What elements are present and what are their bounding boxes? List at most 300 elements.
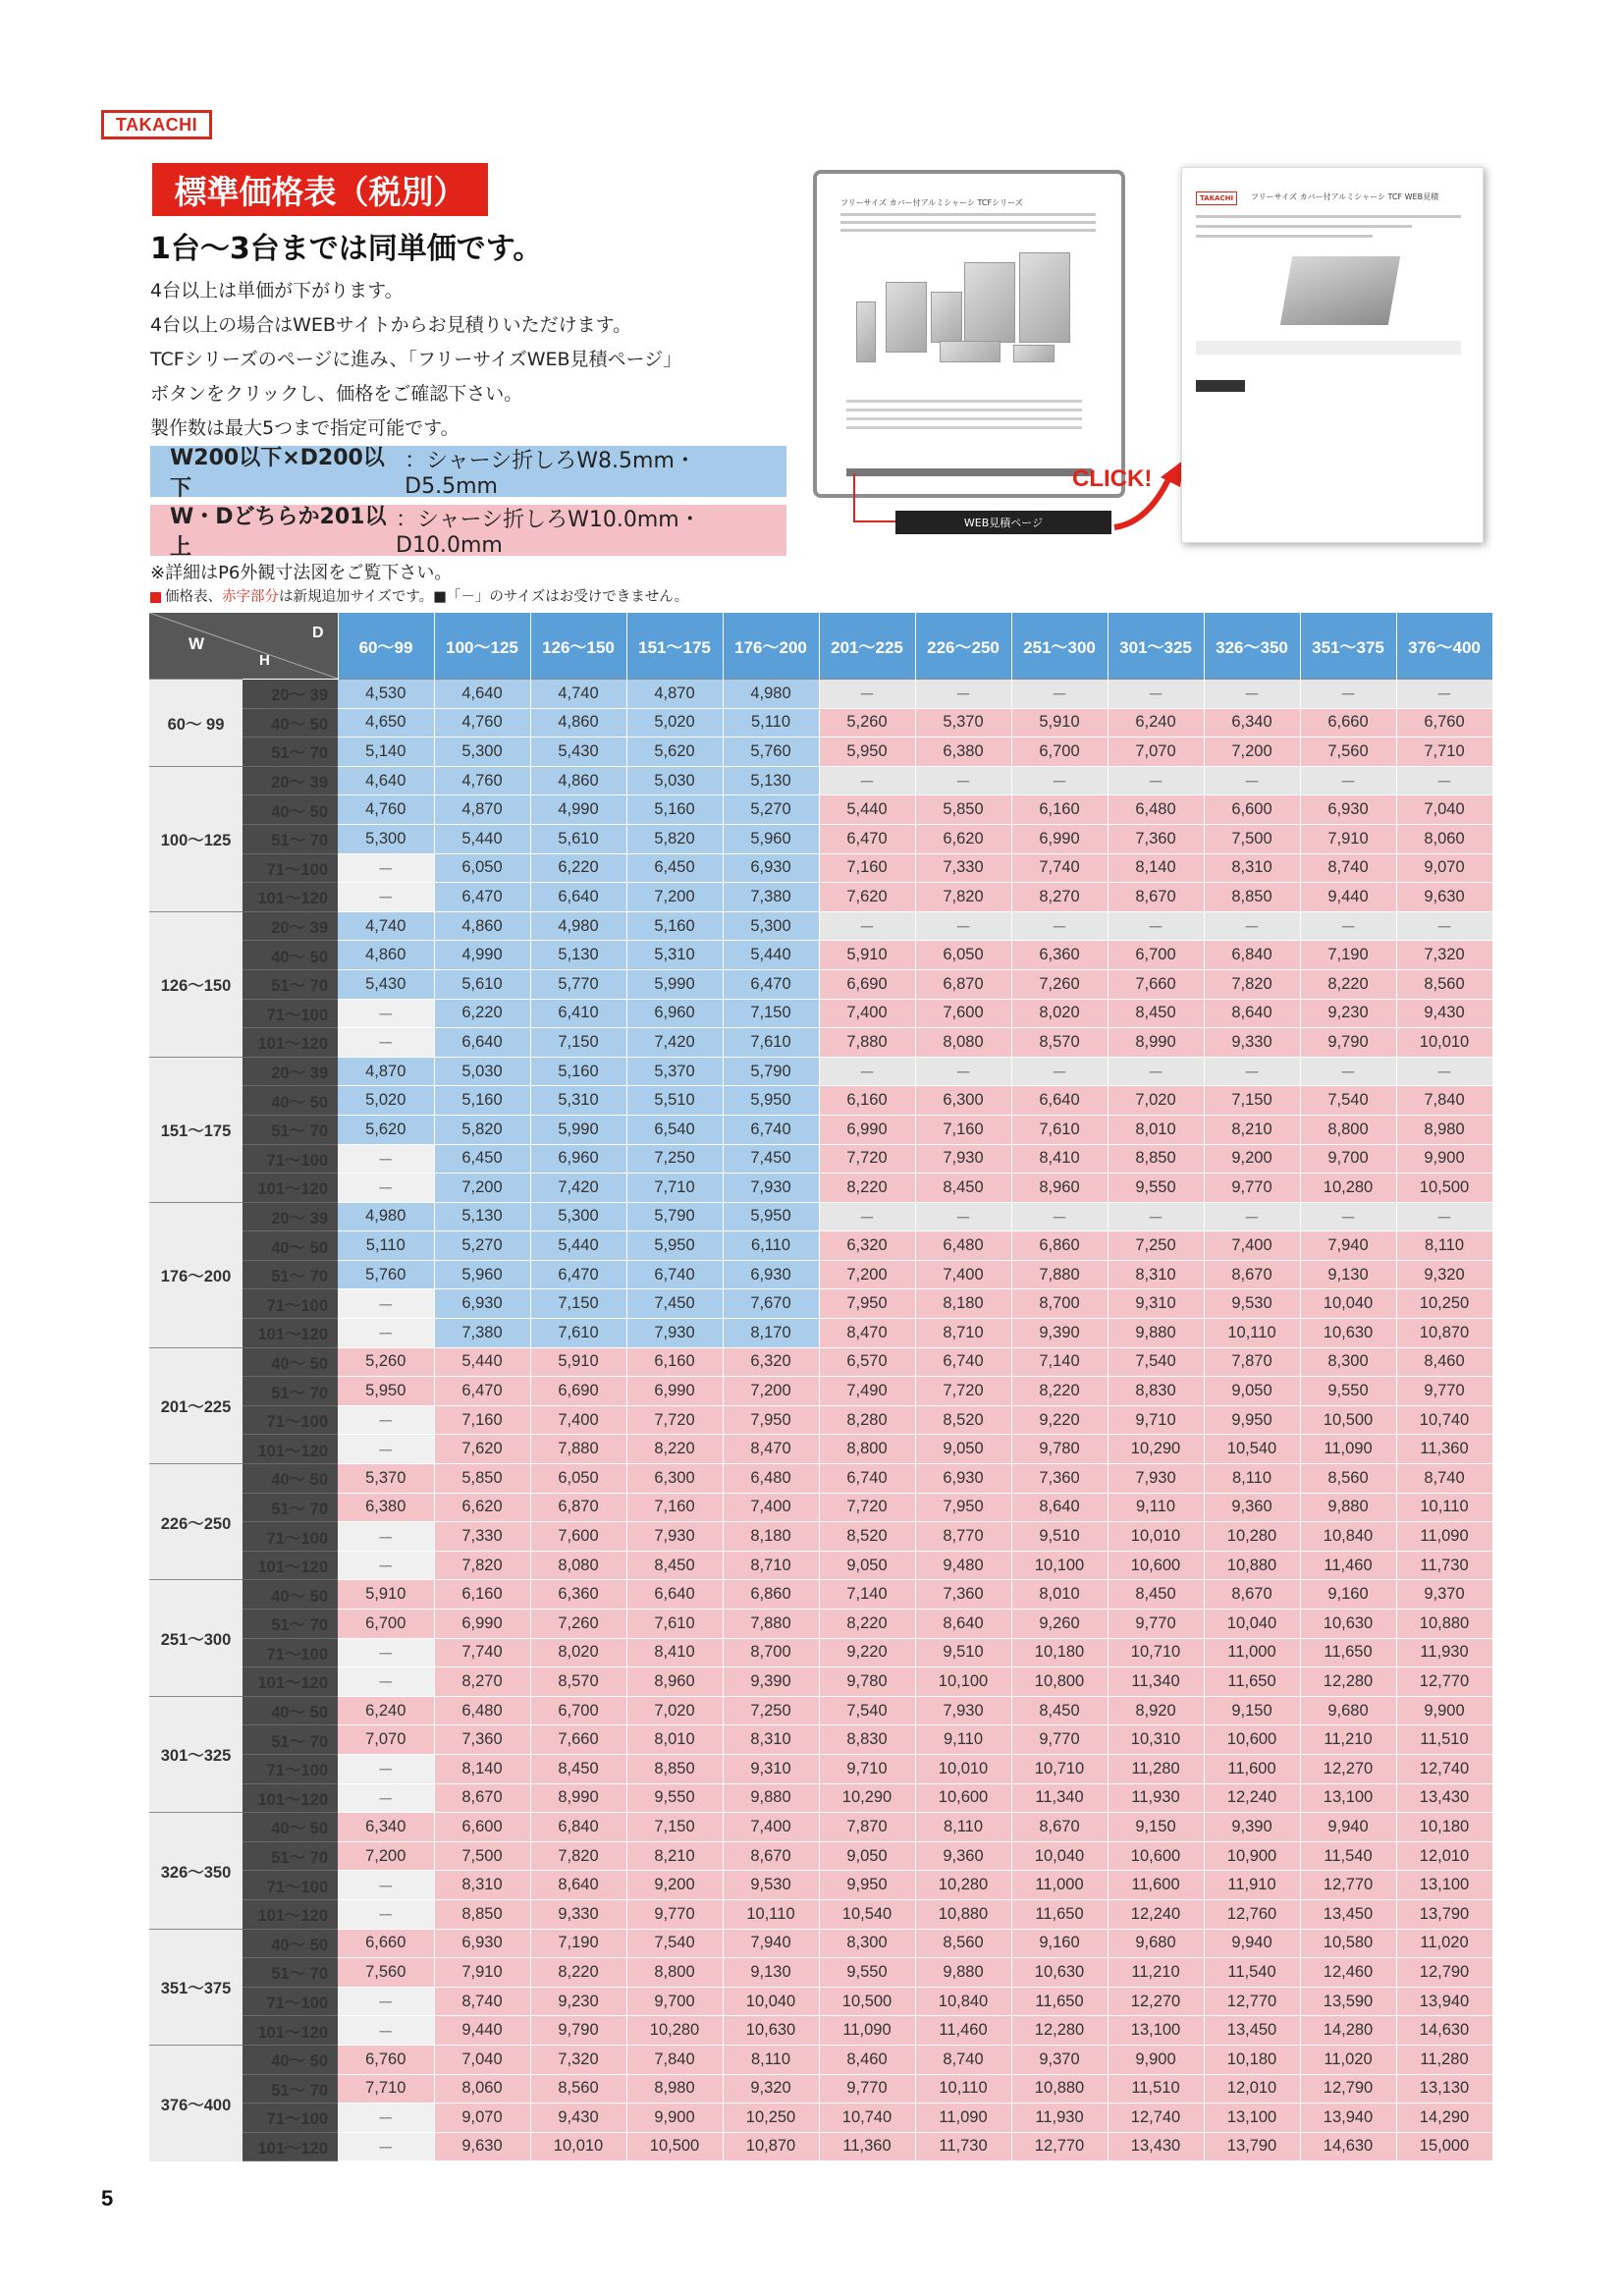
price-cell: 8,450 bbox=[626, 1551, 723, 1580]
price-cell: － bbox=[915, 1202, 1011, 1231]
table-row bbox=[149, 1987, 1492, 2016]
price-cell: 9,770 bbox=[819, 2074, 915, 2104]
table-row bbox=[149, 1696, 1492, 1725]
price-cell: 12,280 bbox=[1011, 2016, 1108, 2046]
table-row bbox=[149, 1580, 1492, 1610]
price-cell: 7,950 bbox=[723, 1405, 819, 1435]
price-cell: 6,320 bbox=[723, 1347, 819, 1377]
price-cell: 13,590 bbox=[1300, 1987, 1396, 2016]
screenshot-footer-lines bbox=[846, 400, 1082, 435]
h-range-label: 101～120 bbox=[243, 1028, 338, 1058]
price-cell: － bbox=[819, 1057, 915, 1086]
price-cell: 7,710 bbox=[1396, 738, 1492, 767]
price-cell: 6,990 bbox=[819, 1115, 915, 1144]
intro-line: 4台以上は単価が下がります。 bbox=[150, 280, 404, 301]
price-cell: 6,110 bbox=[723, 1231, 819, 1261]
price-cell: 5,770 bbox=[530, 969, 626, 999]
price-cell: 7,200 bbox=[626, 883, 723, 912]
h-axis-label: H bbox=[259, 652, 270, 669]
price-cell: 7,360 bbox=[1011, 1464, 1108, 1494]
price-cell: 5,160 bbox=[530, 1057, 626, 1086]
price-cell: 7,930 bbox=[915, 1696, 1011, 1725]
price-cell: 8,310 bbox=[1108, 1260, 1204, 1289]
price-cell: 6,050 bbox=[434, 853, 530, 883]
price-cell: 9,310 bbox=[1108, 1289, 1204, 1319]
price-cell: 11,090 bbox=[915, 2104, 1011, 2133]
price-cell: 13,790 bbox=[1204, 2132, 1300, 2161]
price-cell: － bbox=[819, 911, 915, 941]
price-cell: 7,840 bbox=[626, 2045, 723, 2074]
price-cell: 8,140 bbox=[1108, 853, 1204, 883]
price-cell: 8,570 bbox=[530, 1667, 626, 1697]
price-cell: 4,740 bbox=[338, 911, 434, 941]
price-cell: 11,650 bbox=[1300, 1638, 1396, 1667]
price-cell: 6,220 bbox=[530, 853, 626, 883]
w-range-label: 151～175 bbox=[149, 1057, 243, 1202]
price-cell: 6,640 bbox=[530, 883, 626, 912]
price-cell: 12,010 bbox=[1204, 2074, 1300, 2104]
price-cell: 9,360 bbox=[915, 1841, 1011, 1871]
price-cell: 7,610 bbox=[530, 1319, 626, 1348]
h-range-label: 101～120 bbox=[243, 2016, 338, 2046]
h-range-label: 71～100 bbox=[243, 999, 338, 1028]
price-cell: 8,710 bbox=[915, 1319, 1011, 1348]
price-cell: 9,320 bbox=[1396, 1260, 1492, 1289]
price-cell: 5,850 bbox=[915, 795, 1011, 825]
price-cell: 5,910 bbox=[819, 941, 915, 970]
price-cell: 10,500 bbox=[1300, 1405, 1396, 1435]
price-cell: 7,840 bbox=[1396, 1086, 1492, 1116]
price-cell: 8,270 bbox=[1011, 883, 1108, 912]
price-cell: 9,050 bbox=[819, 1551, 915, 1580]
price-cell: 8,670 bbox=[1204, 1580, 1300, 1610]
price-cell: － bbox=[915, 911, 1011, 941]
price-cell: 6,450 bbox=[626, 853, 723, 883]
price-cell: 9,510 bbox=[1011, 1522, 1108, 1552]
price-cell: 10,280 bbox=[1300, 1174, 1396, 1203]
price-cell: 5,910 bbox=[338, 1580, 434, 1610]
price-cell: 10,280 bbox=[626, 2016, 723, 2046]
h-range-label: 51～ 70 bbox=[243, 2074, 338, 2104]
price-cell: － bbox=[1396, 1057, 1492, 1086]
price-cell: 11,510 bbox=[1108, 2074, 1204, 2104]
price-cell: 6,480 bbox=[723, 1464, 819, 1494]
price-cell: － bbox=[819, 1202, 915, 1231]
d-header-cell: 376～400 bbox=[1396, 613, 1492, 680]
price-cell: 6,990 bbox=[626, 1377, 723, 1406]
price-cell: 10,040 bbox=[1204, 1610, 1300, 1639]
price-cell: 9,900 bbox=[1396, 1144, 1492, 1174]
price-cell: 5,260 bbox=[338, 1347, 434, 1377]
price-cell: 5,160 bbox=[434, 1086, 530, 1116]
d-header-cell: 60～99 bbox=[338, 613, 434, 680]
price-cell: 6,480 bbox=[915, 1231, 1011, 1261]
table-corner-header bbox=[149, 613, 338, 680]
price-cell: － bbox=[338, 1405, 434, 1435]
price-cell: 8,980 bbox=[1396, 1115, 1492, 1144]
d-header-cell: 226～250 bbox=[915, 613, 1011, 680]
price-cell: 6,620 bbox=[434, 1493, 530, 1522]
price-cell: 4,990 bbox=[530, 795, 626, 825]
price-cell: 10,880 bbox=[1011, 2074, 1108, 2104]
price-cell: 6,660 bbox=[338, 1929, 434, 1958]
price-cell: 10,040 bbox=[723, 1987, 819, 2016]
price-cell: 8,850 bbox=[434, 1899, 530, 1929]
price-cell: 13,940 bbox=[1300, 2104, 1396, 2133]
intro-line: 4台以上の場合はWEBサイトからお見積りいただけます。 bbox=[150, 314, 632, 336]
table-row bbox=[149, 1115, 1492, 1144]
price-cell: 5,300 bbox=[530, 1202, 626, 1231]
price-cell: 10,540 bbox=[1204, 1435, 1300, 1464]
price-cell: － bbox=[1300, 1202, 1396, 1231]
table-row bbox=[149, 1260, 1492, 1289]
price-cell: 8,670 bbox=[434, 1783, 530, 1813]
price-cell: 7,400 bbox=[723, 1493, 819, 1522]
price-cell: 9,700 bbox=[1300, 1144, 1396, 1174]
price-cell: 7,540 bbox=[626, 1929, 723, 1958]
price-cell: 6,160 bbox=[819, 1086, 915, 1116]
price-cell: － bbox=[1108, 766, 1204, 795]
click-label: CLICK! bbox=[1072, 465, 1153, 492]
price-cell: 7,880 bbox=[1011, 1260, 1108, 1289]
price-cell: 8,560 bbox=[530, 2074, 626, 2104]
price-cell: 5,620 bbox=[338, 1115, 434, 1144]
price-cell: 5,610 bbox=[530, 824, 626, 853]
price-cell: － bbox=[338, 1144, 434, 1174]
price-cell: － bbox=[338, 1289, 434, 1319]
d-header-cell: 351～375 bbox=[1300, 613, 1396, 680]
price-cell: 6,240 bbox=[1108, 708, 1204, 738]
price-cell: 5,440 bbox=[434, 1347, 530, 1377]
price-cell: 4,640 bbox=[338, 766, 434, 795]
legend-text-b: は新規追加サイズです。■「－」のサイズはお受けできません。 bbox=[279, 589, 689, 605]
price-cell: 8,700 bbox=[723, 1638, 819, 1667]
price-cell: 6,740 bbox=[915, 1347, 1011, 1377]
price-cell: 6,840 bbox=[530, 1813, 626, 1842]
price-cell: 11,910 bbox=[1204, 1871, 1300, 1900]
table-row bbox=[149, 1174, 1492, 1203]
takachi-logo: TAKACHI bbox=[101, 110, 212, 139]
price-cell: 4,860 bbox=[530, 708, 626, 738]
h-range-label: 51～ 70 bbox=[243, 1610, 338, 1639]
price-cell: 7,150 bbox=[1204, 1086, 1300, 1116]
price-cell: 4,740 bbox=[530, 680, 626, 709]
table-row bbox=[149, 824, 1492, 853]
enclosure-product-images bbox=[846, 243, 1082, 370]
price-cell: 8,010 bbox=[1108, 1115, 1204, 1144]
price-cell: 8,520 bbox=[915, 1405, 1011, 1435]
price-cell: 7,490 bbox=[819, 1377, 915, 1406]
price-cell: 9,710 bbox=[819, 1754, 915, 1783]
price-cell: 5,950 bbox=[723, 1202, 819, 1231]
price-cell: 5,950 bbox=[338, 1377, 434, 1406]
price-cell: 7,140 bbox=[819, 1580, 915, 1610]
price-cell: － bbox=[1396, 1202, 1492, 1231]
price-cell: 11,090 bbox=[1396, 1522, 1492, 1552]
price-cell: 7,250 bbox=[626, 1144, 723, 1174]
price-cell: 8,700 bbox=[1011, 1289, 1108, 1319]
price-cell: 7,940 bbox=[1300, 1231, 1396, 1261]
price-cell: 10,740 bbox=[1396, 1405, 1492, 1435]
table-row bbox=[149, 1464, 1492, 1494]
price-cell: 9,770 bbox=[1011, 1725, 1108, 1755]
price-cell: 7,610 bbox=[626, 1610, 723, 1639]
price-cell: 12,740 bbox=[1108, 2104, 1204, 2133]
price-cell: 6,600 bbox=[434, 1813, 530, 1842]
h-range-label: 51～ 70 bbox=[243, 1493, 338, 1522]
price-cell: 8,560 bbox=[1300, 1464, 1396, 1494]
h-range-label: 101～120 bbox=[243, 1319, 338, 1348]
table-row bbox=[149, 1231, 1492, 1261]
price-cell: 7,620 bbox=[819, 883, 915, 912]
price-cell: 7,260 bbox=[530, 1610, 626, 1639]
price-cell: － bbox=[1204, 766, 1300, 795]
table-row bbox=[149, 1754, 1492, 1783]
price-cell: 11,930 bbox=[1108, 1783, 1204, 1813]
price-cell: 8,830 bbox=[1108, 1377, 1204, 1406]
price-cell: 6,300 bbox=[626, 1464, 723, 1494]
price-cell: 9,050 bbox=[1204, 1377, 1300, 1406]
price-cell: 9,330 bbox=[530, 1899, 626, 1929]
price-cell: 8,080 bbox=[530, 1551, 626, 1580]
h-range-label: 40～ 50 bbox=[243, 1231, 338, 1261]
band-bold: W200以下×D200以下 bbox=[170, 446, 385, 501]
table-row bbox=[149, 883, 1492, 912]
h-range-label: 40～ 50 bbox=[243, 708, 338, 738]
price-cell: 5,020 bbox=[338, 1086, 434, 1116]
price-cell: 11,510 bbox=[1396, 1725, 1492, 1755]
price-cell: － bbox=[338, 2104, 434, 2133]
table-row bbox=[149, 999, 1492, 1028]
price-cell: 6,050 bbox=[915, 941, 1011, 970]
price-cell: 8,740 bbox=[915, 2045, 1011, 2074]
h-range-label: 101～120 bbox=[243, 1435, 338, 1464]
price-cell: 8,800 bbox=[626, 1958, 723, 1988]
price-cell: 10,280 bbox=[915, 1871, 1011, 1900]
price-cell: 11,210 bbox=[1108, 1958, 1204, 1988]
price-cell: 10,840 bbox=[1300, 1522, 1396, 1552]
h-range-label: 71～100 bbox=[243, 1289, 338, 1319]
price-cell: 7,660 bbox=[530, 1725, 626, 1755]
price-cell: 13,100 bbox=[1396, 1871, 1492, 1900]
price-cell: － bbox=[1300, 680, 1396, 709]
d-header-cell: 126～150 bbox=[530, 613, 626, 680]
price-cell: 8,010 bbox=[1011, 1580, 1108, 1610]
price-cell: 7,540 bbox=[819, 1696, 915, 1725]
price-cell: 7,740 bbox=[434, 1638, 530, 1667]
price-cell: 4,870 bbox=[338, 1057, 434, 1086]
price-cell: 7,610 bbox=[1011, 1115, 1108, 1144]
price-cell: 9,430 bbox=[530, 2104, 626, 2133]
tcf-series-page-screenshot bbox=[813, 170, 1125, 498]
price-cell: 10,290 bbox=[1108, 1435, 1204, 1464]
price-cell: 9,330 bbox=[1204, 1028, 1300, 1058]
price-cell: 8,450 bbox=[530, 1754, 626, 1783]
h-range-label: 51～ 70 bbox=[243, 738, 338, 767]
price-cell: 13,450 bbox=[1204, 2016, 1300, 2046]
price-cell: 7,200 bbox=[819, 1260, 915, 1289]
price-cell: 7,930 bbox=[915, 1144, 1011, 1174]
price-cell: 9,390 bbox=[1011, 1319, 1108, 1348]
price-cell: 7,380 bbox=[434, 1319, 530, 1348]
table-row bbox=[149, 1377, 1492, 1406]
screenshot-title: フリーサイズ カバー付アルミシャーシ TCF WEB見積 bbox=[1251, 192, 1439, 201]
price-cell: 10,500 bbox=[819, 1987, 915, 2016]
price-cell: 5,510 bbox=[626, 1086, 723, 1116]
price-cell: 8,020 bbox=[1011, 999, 1108, 1028]
price-cell: 5,300 bbox=[338, 824, 434, 853]
price-cell: 10,500 bbox=[626, 2132, 723, 2161]
price-cell: 5,430 bbox=[530, 738, 626, 767]
price-cell: 7,820 bbox=[434, 1551, 530, 1580]
w-range-label: 100～125 bbox=[149, 766, 243, 911]
price-cell: 6,160 bbox=[1011, 795, 1108, 825]
price-cell: 9,370 bbox=[1396, 1580, 1492, 1610]
table-row bbox=[149, 1522, 1492, 1552]
screenshot-title: フリーサイズ カバー付アルミシャーシ TCFシリーズ bbox=[840, 198, 1023, 207]
h-range-label: 71～100 bbox=[243, 1405, 338, 1435]
diagonal-divider bbox=[149, 613, 338, 679]
price-cell: 11,340 bbox=[1108, 1667, 1204, 1697]
d-header-cell: 176～200 bbox=[723, 613, 819, 680]
price-cell: 8,080 bbox=[915, 1028, 1011, 1058]
price-cell: 7,720 bbox=[819, 1493, 915, 1522]
price-cell: 10,180 bbox=[1204, 2045, 1300, 2074]
price-cell: 11,600 bbox=[1204, 1754, 1300, 1783]
price-cell: 10,870 bbox=[723, 2132, 819, 2161]
price-cell: 6,930 bbox=[434, 1929, 530, 1958]
price-cell: 6,860 bbox=[723, 1580, 819, 1610]
price-cell: 6,640 bbox=[1011, 1086, 1108, 1116]
price-cell: 10,290 bbox=[819, 1783, 915, 1813]
price-cell: 11,930 bbox=[1396, 1638, 1492, 1667]
price-cell: 12,460 bbox=[1300, 1958, 1396, 1988]
price-cell: 7,200 bbox=[338, 1841, 434, 1871]
price-cell: 7,160 bbox=[819, 853, 915, 883]
price-cell: 8,960 bbox=[1011, 1174, 1108, 1203]
price-cell: 8,640 bbox=[1204, 999, 1300, 1028]
price-cell: 6,840 bbox=[1204, 941, 1300, 970]
price-cell: 9,880 bbox=[1300, 1493, 1396, 1522]
screenshot-text-lines bbox=[840, 213, 1096, 237]
price-cell: 7,670 bbox=[723, 1289, 819, 1319]
price-cell: － bbox=[338, 1871, 434, 1900]
price-cell: 7,910 bbox=[1300, 824, 1396, 853]
price-cell: 6,870 bbox=[530, 1493, 626, 1522]
price-cell: 9,440 bbox=[1300, 883, 1396, 912]
price-cell: 9,900 bbox=[626, 2104, 723, 2133]
price-cell: 13,940 bbox=[1396, 1987, 1492, 2016]
price-cell: 5,440 bbox=[434, 824, 530, 853]
h-range-label: 71～100 bbox=[243, 853, 338, 883]
h-range-label: 71～100 bbox=[243, 1871, 338, 1900]
table-row bbox=[149, 1638, 1492, 1667]
d-header-cell: 100～125 bbox=[434, 613, 530, 680]
h-range-label: 20～ 39 bbox=[243, 1057, 338, 1086]
web-estimate-button[interactable]: WEB見積ページ bbox=[895, 511, 1111, 534]
price-cell: 5,110 bbox=[723, 708, 819, 738]
price-cell: 5,760 bbox=[723, 738, 819, 767]
price-cell: 15,000 bbox=[1396, 2132, 1492, 2161]
price-cell: 7,160 bbox=[626, 1493, 723, 1522]
price-cell: 10,100 bbox=[1011, 1551, 1108, 1580]
price-cell: 8,450 bbox=[1011, 1696, 1108, 1725]
price-cell: 6,470 bbox=[819, 824, 915, 853]
price-cell: 12,270 bbox=[1108, 1987, 1204, 2016]
price-cell: 6,360 bbox=[1011, 941, 1108, 970]
price-cell: 5,790 bbox=[626, 1202, 723, 1231]
price-cell: 12,240 bbox=[1204, 1783, 1300, 1813]
table-row bbox=[149, 1057, 1492, 1086]
table-row bbox=[149, 680, 1492, 709]
price-cell: 8,310 bbox=[434, 1871, 530, 1900]
price-cell: 9,550 bbox=[1300, 1377, 1396, 1406]
price-cell: 10,010 bbox=[530, 2132, 626, 2161]
price-cell: 7,940 bbox=[723, 1929, 819, 1958]
price-cell: 10,740 bbox=[819, 2104, 915, 2133]
price-cell: － bbox=[338, 1754, 434, 1783]
h-range-label: 20～ 39 bbox=[243, 1202, 338, 1231]
table-row bbox=[149, 853, 1492, 883]
price-cell: 7,160 bbox=[434, 1405, 530, 1435]
price-cell: 7,190 bbox=[1300, 941, 1396, 970]
price-cell: 7,450 bbox=[723, 1144, 819, 1174]
price-cell: 7,880 bbox=[530, 1435, 626, 1464]
price-cell: 8,740 bbox=[434, 1987, 530, 2016]
price-cell: 7,880 bbox=[819, 1028, 915, 1058]
price-cell: 10,880 bbox=[1204, 1551, 1300, 1580]
price-cell: 8,850 bbox=[626, 1754, 723, 1783]
h-range-label: 20～ 39 bbox=[243, 911, 338, 941]
price-cell: 13,430 bbox=[1396, 1783, 1492, 1813]
price-cell: 7,140 bbox=[1011, 1347, 1108, 1377]
price-cell: 7,420 bbox=[530, 1174, 626, 1203]
price-cell: 9,780 bbox=[819, 1667, 915, 1697]
table-body bbox=[149, 680, 1492, 2161]
h-range-label: 71～100 bbox=[243, 1987, 338, 2016]
h-range-label: 51～ 70 bbox=[243, 1260, 338, 1289]
price-cell: 8,850 bbox=[1108, 1144, 1204, 1174]
price-cell: 11,540 bbox=[1300, 1841, 1396, 1871]
price-cell: 8,010 bbox=[626, 1725, 723, 1755]
price-cell: 7,610 bbox=[723, 1028, 819, 1058]
price-cell: 6,760 bbox=[1396, 708, 1492, 738]
price-cell: 8,670 bbox=[723, 1841, 819, 1871]
price-cell: － bbox=[338, 1319, 434, 1348]
table-row bbox=[149, 1202, 1492, 1231]
price-cell: 9,430 bbox=[1396, 999, 1492, 1028]
price-cell: 5,910 bbox=[1011, 708, 1108, 738]
price-cell: 13,100 bbox=[1108, 2016, 1204, 2046]
price-cell: － bbox=[338, 1435, 434, 1464]
price-cell: － bbox=[819, 680, 915, 709]
price-cell: 13,450 bbox=[1300, 1899, 1396, 1929]
price-cell: 8,740 bbox=[1396, 1464, 1492, 1494]
table-row bbox=[149, 2074, 1492, 2104]
price-cell: 11,650 bbox=[1011, 1987, 1108, 2016]
h-range-label: 101～120 bbox=[243, 1899, 338, 1929]
price-cell: 7,560 bbox=[338, 1958, 434, 1988]
w-range-label: 60～ 99 bbox=[149, 680, 243, 767]
price-cell: 6,700 bbox=[1108, 941, 1204, 970]
price-cell: 7,150 bbox=[530, 1289, 626, 1319]
price-cell: 6,380 bbox=[338, 1493, 434, 1522]
price-cell: 7,160 bbox=[915, 1115, 1011, 1144]
price-cell: － bbox=[338, 2132, 434, 2161]
price-cell: 8,220 bbox=[1300, 969, 1396, 999]
price-cell: 4,980 bbox=[530, 911, 626, 941]
price-cell: 5,960 bbox=[434, 1260, 530, 1289]
